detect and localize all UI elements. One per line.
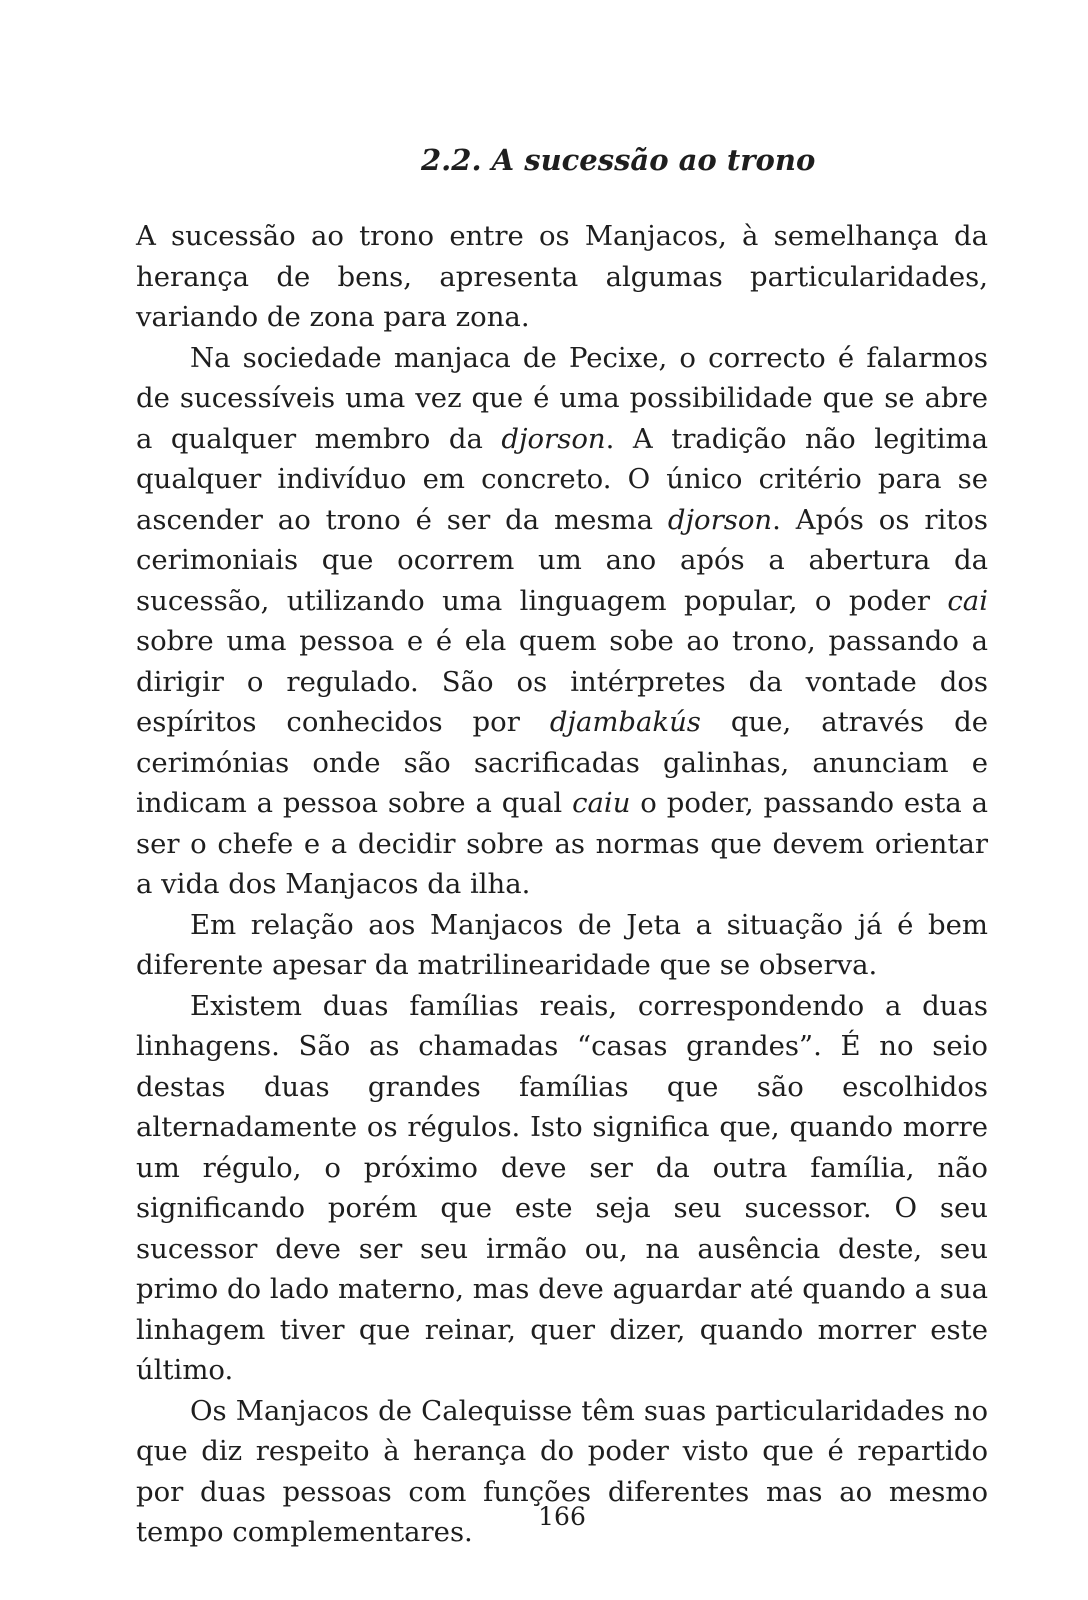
paragraph-4 — [136, 986, 988, 1391]
term-cai: cai — [947, 584, 988, 617]
paragraph-1 — [136, 216, 988, 338]
paragraph-5-text: Os Manjacos de Calequisse têm suas particularidades no que diz respeito à herança do poder visto que é repartido por duas pessoas com funções diferentes mas ao mesmo tempo complementares. — [136, 1394, 988, 1548]
term-djorson-1: djorson — [501, 422, 606, 455]
term-caiu: caiu — [572, 787, 631, 819]
page-content — [136, 140, 988, 1553]
paragraph-3 — [136, 905, 988, 986]
paragraph-4-text: Existem duas famílias reais, correspondendo a duas linhagens. São as chamadas “casas grandes”. É no seio destas duas grandes famílias que são escolhidos alternadamente os régulos. Isto significa que, quando morre um régulo, o próximo deve ser da outra família, não significando porém que este seja seu sucessor. O seu sucessor deve ser seu irmão ou, na ausência deste, seu primo do lado materno, mas deve aguardar até quando a sua linhagem tiver que reinar, quer dizer, quando morrer este último. — [136, 989, 988, 1386]
paragraph-2-text-k: o poder, passando esta a ser o chefe e a decidir sobre as normas que devem orientar a vida dos Manjacos da ilha. — [136, 787, 988, 900]
paragraph-2-text-c: . A tradição não legitima qualquer indivíduo em concreto. O único critério para se ascender ao trono é ser da mesma — [136, 422, 988, 536]
paragraph-1-text: A sucessão ao trono entre os Manjacos, à semelhança da herança de bens, apresenta algumas particularidades, variando de zona para zona. — [136, 220, 988, 333]
term-djambakus: djambakús — [549, 706, 701, 738]
paragraph-3-text: Em relação aos Manjacos de Jeta a situação já é bem diferente apesar da matrilinearidade que se observa. — [136, 908, 988, 981]
section-title: 2.2. A sucessão ao trono — [421, 143, 816, 177]
paragraph-2-text-e: . Após os ritos cerimoniais que ocorrem um ano após a abertura da sucessão, utilizando uma linguagem popular, o poder — [136, 503, 988, 617]
term-djorson-2: djorson — [667, 503, 773, 536]
paragraph-2-text-a: Na sociedade manjaca de Pecixe, o correcto é falarmos de sucessíveis uma vez que é uma possibilidade que se abre a qualquer membro da — [136, 341, 988, 455]
paragraph-2-text-i: que, através de cerimónias onde são sacrificadas galinhas, anunciam e indicam a pessoa sobre a qual — [136, 706, 988, 819]
page-number: 166 — [538, 1502, 586, 1531]
paragraph-2 — [136, 338, 988, 905]
paragraph-2-text-g: sobre uma pessoa e é ela quem sobe ao trono, passando a dirigir o regulado. São os intérpretes da vontade dos espíritos conhecidos por — [136, 625, 988, 738]
